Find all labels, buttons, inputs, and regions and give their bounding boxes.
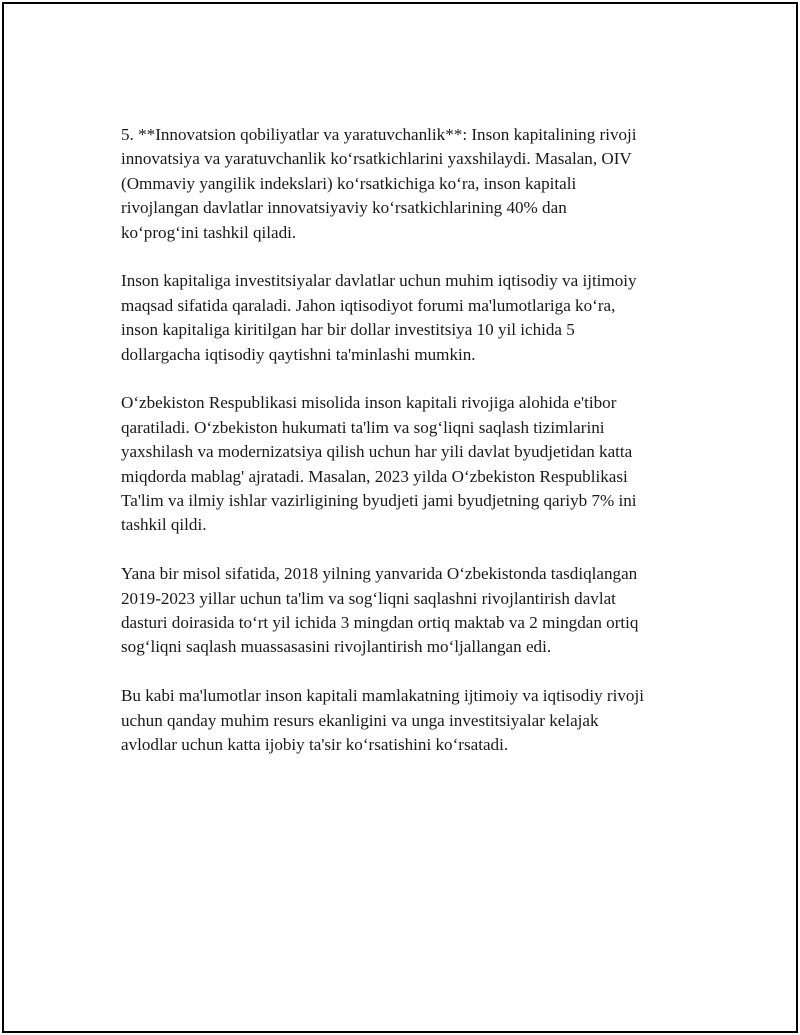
paragraph-conclusion: Bu kabi ma'lumotlar inson kapitali mamlakatning ijtimoiy va iqtisodiy rivoji uchun qanday muhim resurs ekanligini va unga investitsiyalar kelajak avlodlar uchun katta ijobiy ta'sir koʻrsatishini koʻrsatadi. — [121, 686, 644, 755]
paragraph-investment: Inson kapitaliga investitsiyalar davlatlar uchun muhim iqtisodiy va ijtimoiy maqsad sifatida qaraladi. Jahon iqtisodiyot forumi ma'lumotlariga koʻra, inson kapitaliga kiritilgan har bir dollar investitsiya 10 yil ichida 5 dollargacha iqtisodiy qaytishni ta'minlashi mumkin. — [121, 271, 637, 364]
paragraph-innovation: 5. **Innovatsion qobiliyatlar va yaratuvchanlik**: Inson kapitalining rivoji innovatsiya va yaratuvchanlik koʻrsatkichlarini yaxshilaydi. Masalan, OIV (Ommaviy yangilik indekslari) koʻrsatkichiga koʻra, inson kapitali rivojlangan davlatlar innovatsiyaviy koʻrsatkichlarining 40% dan koʻprogʻini tashkil qiladi. — [121, 125, 637, 242]
document-body — [121, 123, 701, 782]
paragraph-uzbekistan-focus: Oʻzbekiston Respublikasi misolida inson kapitali rivojiga alohida e'tibor qaratiladi. Oʻzbekiston hukumati ta'lim va sogʻliqni saqlash tizimlarini yaxshilash va modernizatsiya qilish uchun har yili davlat byudjetidan katta miqdorda mablag' ajratadi. Masalan, 2023 yilda Oʻzbekiston Respublikasi Ta'lim va ilmiy ishlar vazirligining byudjeti jami byudjetning qariyb 7% ini tashkil qildi. — [121, 393, 637, 535]
page-frame — [2, 2, 798, 1033]
paragraph-program-example: Yana bir misol sifatida, 2018 yilning yanvarida Oʻzbekistonda tasdiqlangan 2019-2023 yillar uchun ta'lim va sogʻliqni saqlashni rivojlantirish davlat dasturi doirasida toʻrt yil ichida 3 mingdan ortiq maktab va 2 mingdan ortiq sogʻliqni saqlash muassasasini rivojlantirish moʻljallangan edi. — [121, 564, 639, 657]
